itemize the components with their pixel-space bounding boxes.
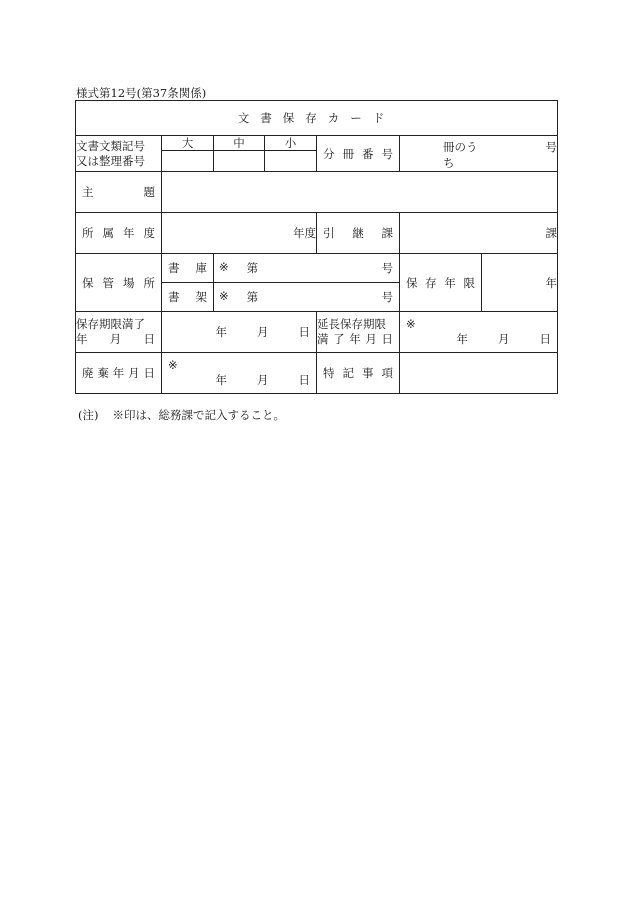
transfer-field[interactable]: 課	[400, 213, 558, 254]
footnote-prefix: (注)	[78, 408, 99, 422]
document-storage-card	[75, 100, 558, 394]
footnote-text: ※印は、総務課で記入すること。	[112, 408, 285, 422]
volume-number-label: 分 冊 番 号	[317, 136, 400, 172]
disposal-date-field[interactable]: ※ 年 月 日	[162, 353, 317, 394]
warehouse-label: 書 庫	[162, 254, 214, 283]
size-medium-field[interactable]	[214, 151, 265, 172]
expiry-label: 保存期限満了 年 月 日	[76, 312, 162, 353]
subject-label: 主 題	[76, 172, 162, 213]
dept-year-label: 所 属 年 度	[76, 213, 162, 254]
storage-location-label: 保 管 場 所	[76, 254, 162, 312]
retention-label: 保 存 年 限	[400, 254, 482, 312]
card-title: 文書保存カード	[76, 101, 558, 136]
size-medium: 中	[214, 136, 265, 151]
extended-expiry-field[interactable]: ※ 年 月 日	[400, 312, 558, 353]
warehouse-field[interactable]: ※ 第 号	[214, 254, 400, 283]
size-small: 小	[265, 136, 317, 151]
remarks-label: 特 記 事 項	[317, 353, 400, 394]
remarks-field[interactable]	[400, 353, 558, 394]
footnote	[78, 407, 285, 423]
shelf-field[interactable]: ※ 第 号	[214, 283, 400, 312]
form-number: 様式第12号(第37条関係)	[76, 86, 207, 100]
dept-year-field[interactable]: 年度	[162, 213, 317, 254]
transfer-label: 引 継 課	[317, 213, 400, 254]
subject-field[interactable]	[162, 172, 558, 213]
size-large-field[interactable]	[162, 151, 214, 172]
disposal-label: 廃 棄 年 月 日	[76, 353, 162, 394]
extended-expiry-label: 延長保存期限 満 了 年 月 日	[317, 312, 400, 353]
volume-count-field[interactable]: 冊のうち 号	[400, 136, 558, 172]
retention-field[interactable]: 年	[482, 254, 558, 312]
size-small-field[interactable]	[265, 151, 317, 172]
expiry-date-field[interactable]: 年 月 日	[162, 312, 317, 353]
size-large: 大	[162, 136, 214, 151]
doc-class-label: 文書文類記号 又は整理番号	[76, 136, 162, 172]
shelf-label: 書 架	[162, 283, 214, 312]
